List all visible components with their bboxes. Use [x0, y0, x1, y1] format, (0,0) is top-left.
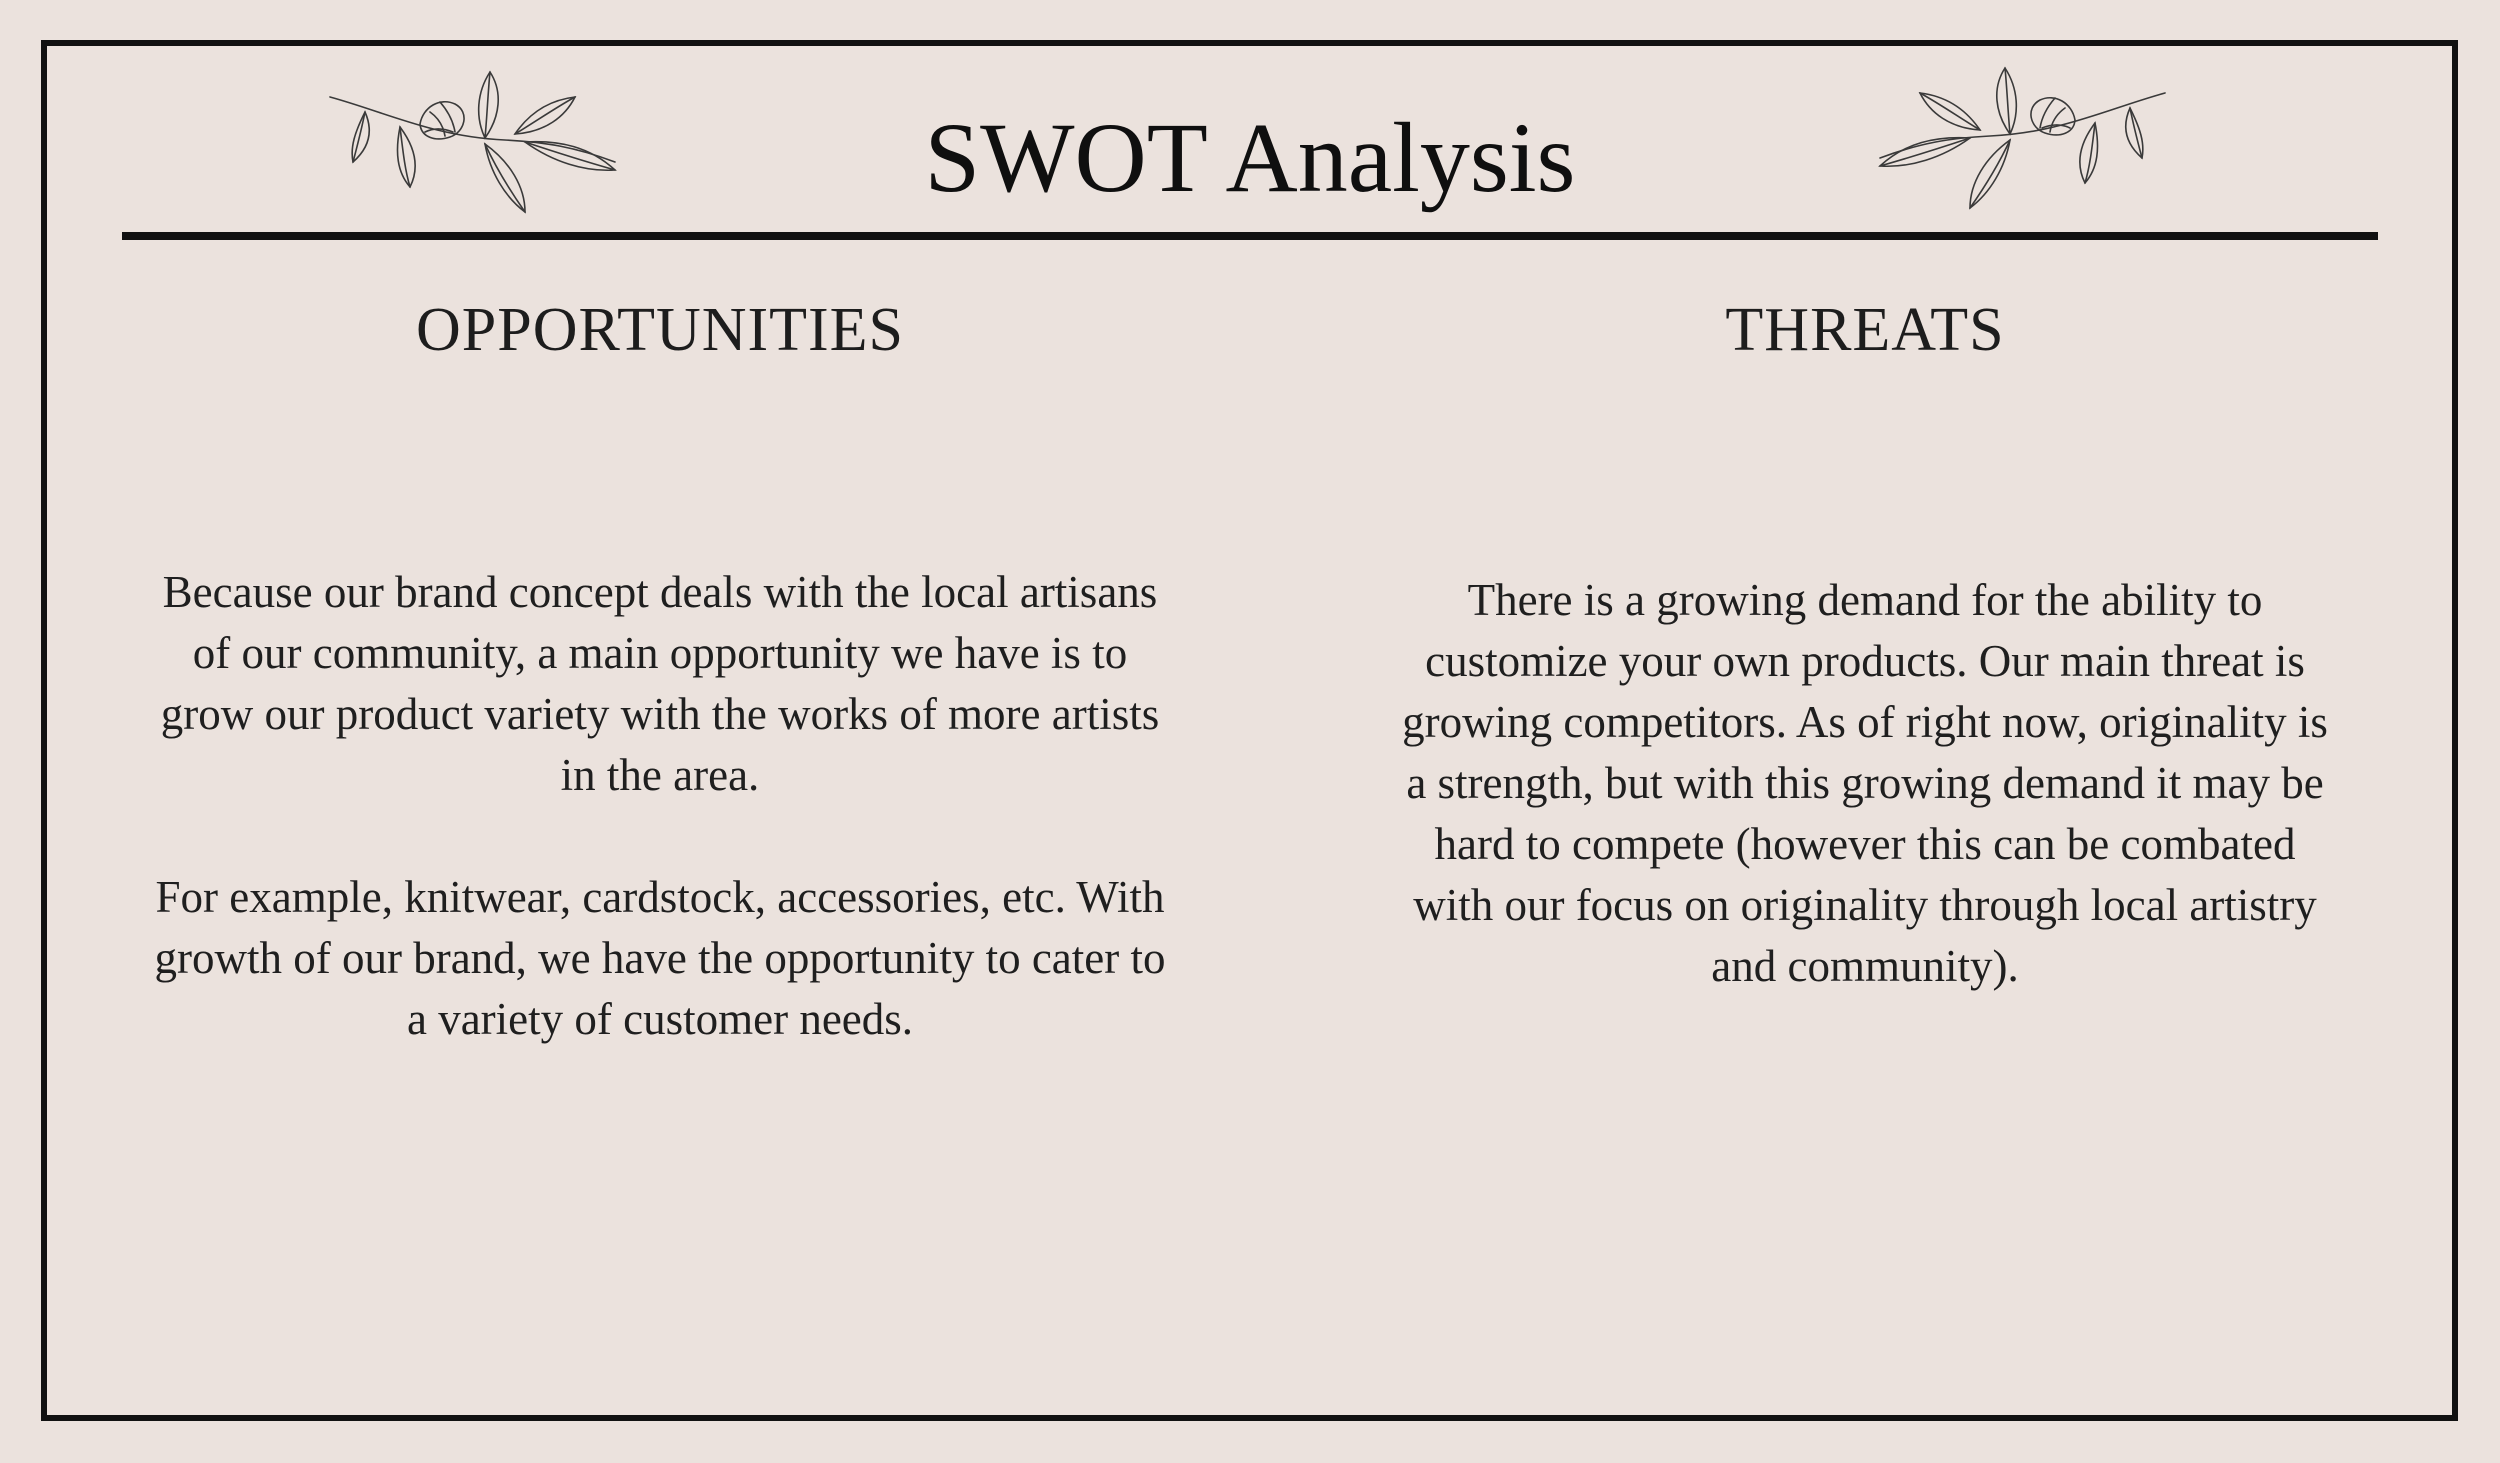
opportunities-heading: OPPORTUNITIES: [415, 296, 905, 364]
title-divider: [122, 232, 2378, 240]
threats-heading: THREATS: [1725, 296, 2005, 364]
opportunities-paragraph: For example, knitwear, cardstock, accessories, etc. With growth of our brand, we have the opportunity to cater to a variety of customer needs.: [154, 872, 1166, 1044]
page-title: SWOT Analysis: [924, 102, 1576, 213]
opportunities-text: [150, 562, 1170, 1050]
threats-text: [1400, 570, 2330, 997]
threats-paragraph: There is a growing demand for the ability to customize your own products. Our main threat is growing competitors. As of right now, originality is a strength, but with this growing demand it may be hard to compete (however this can be combated with our focus on originality through local artistry and community).: [1402, 575, 2328, 991]
opportunities-paragraph: Because our brand concept deals with the local artisans of our community, a main opportunity we have is to grow our product variety with the works of more artists in the area.: [160, 567, 1160, 800]
